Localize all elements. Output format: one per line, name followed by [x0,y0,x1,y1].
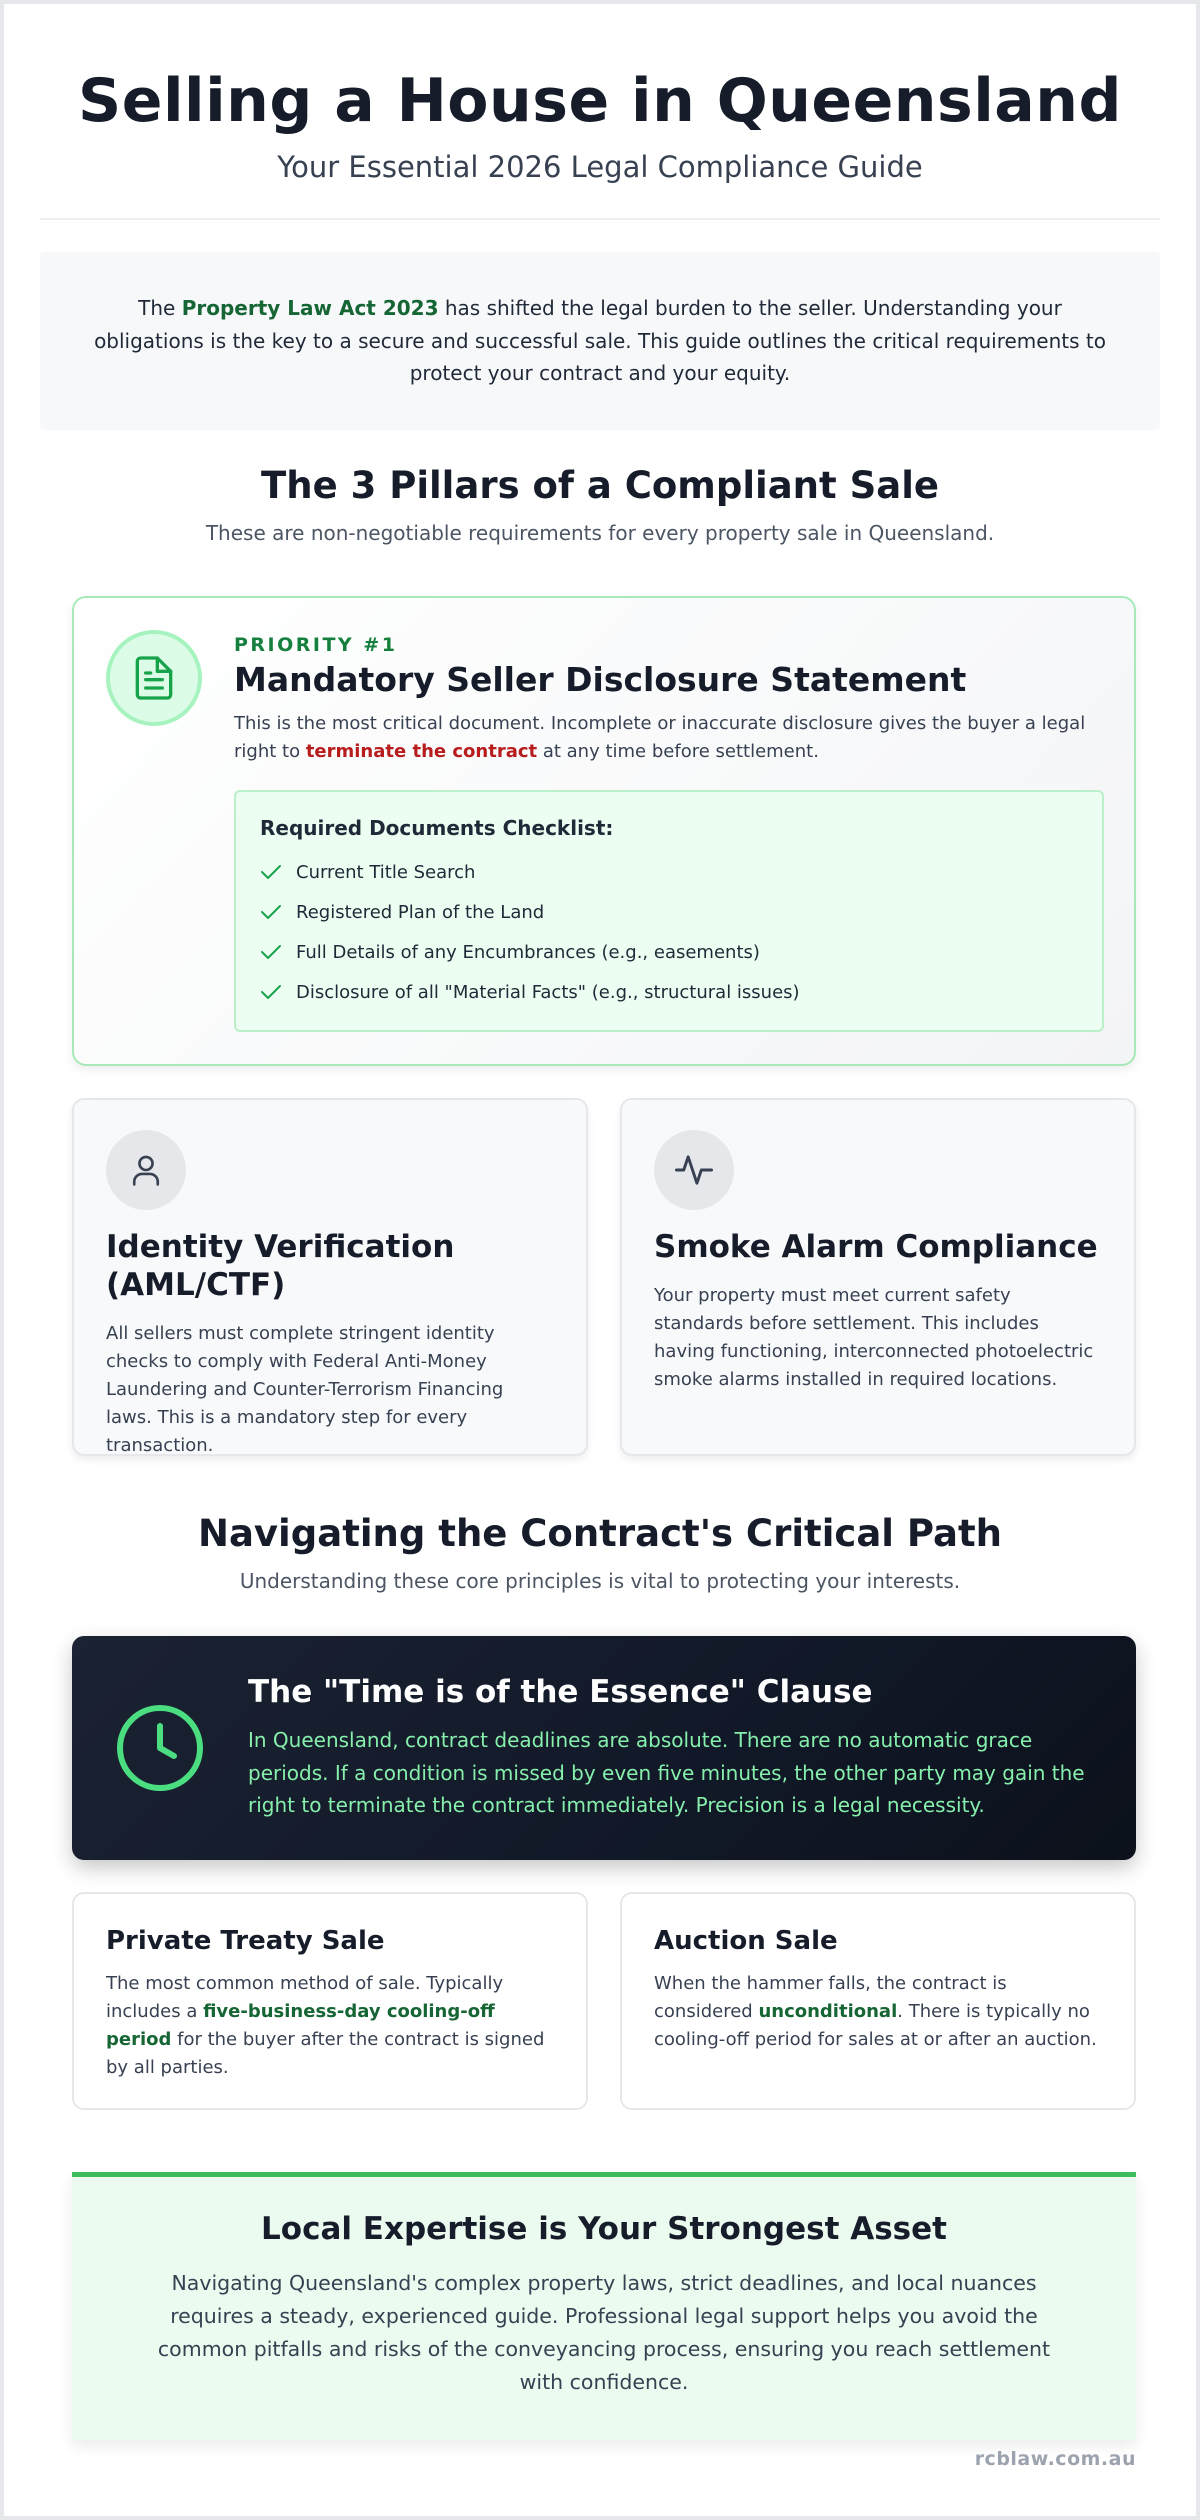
auction-card [620,1892,1136,2110]
identity-description: All sellers must complete stringent identity checks to comply with Federal Anti-Money Laundering and Counter-Terrorism Financing laws. This is a mandatory step for every transaction. [106,1323,504,1456]
check-icon [260,903,282,921]
checklist-item-label: Registered Plan of the Land [296,901,545,923]
priority-desc-highlight: terminate the contract [305,741,538,762]
smoke-description: Your property must meet current safety standards before settlement. This includes having functioning, interconnected photoelectric smoke alarms installed in required locations. [654,1285,1094,1390]
auction-desc-post: . There is typically no cooling-off period for sales at or after an auction. [654,2001,1097,2050]
contract-subtitle: Understanding these core principles is vital to protecting your interests. [239,1569,961,1593]
page-subtitle: Your Essential 2026 Legal Compliance Guide [277,150,923,184]
footer-site-link[interactable]: rcblaw.com.au [974,2448,1136,2470]
contract-title: Navigating the Contract's Critical Path [198,1512,1002,1555]
priority-desc-post: at any time before settlement. [537,741,819,762]
checklist-item [260,892,1078,932]
priority-description [234,710,1104,766]
document-icon [106,630,202,726]
private-desc-highlight: five-business-day cooling-off period [106,2001,495,2050]
smoke-title: Smoke Alarm Compliance [654,1229,1098,1265]
essence-title: The "Time is of the Essence" Clause [248,1674,873,1710]
activity-icon [654,1130,734,1210]
checklist-item [260,852,1078,892]
private-treaty-card [72,1892,588,2110]
checklist-item-label: Current Title Search [296,861,476,883]
identity-card [72,1098,588,1456]
check-icon [260,863,282,881]
pillars-title: The 3 Pillars of a Compliant Sale [261,464,939,507]
expertise-description: Navigating Queensland's complex property laws, strict deadlines, and local nuances requires a steady, experienced guide. Professional legal support helps you avoid the common pitfalls and risks of the conveyancing process, ensuring you reach settlement with confidence. [157,2271,1051,2394]
user-icon [106,1130,186,1210]
expertise-panel [72,2172,1136,2440]
pillars-heading [4,464,1196,545]
smoke-alarm-card [620,1098,1136,1456]
checklist-item [260,932,1078,972]
priority-desc-pre: This is the most critical document. Incomplete or inaccurate disclosure gives the buyer a legal right to [234,713,1086,762]
checklist-title: Required Documents Checklist: [260,816,614,840]
intro-text-pre: The [138,296,182,320]
essence-clause-card [72,1636,1136,1860]
page-title: Selling a House in Queensland [78,66,1122,136]
priority-card [72,596,1136,1066]
check-icon [260,943,282,961]
check-icon [260,983,282,1001]
identity-title: Identity Verification (AML/CTF) [106,1229,455,1303]
priority-tag: PRIORITY #1 [234,634,398,656]
page-header [4,4,1196,184]
auction-title: Auction Sale [654,1926,838,1956]
essence-description: In Queensland, contract deadlines are absolute. There are no automatic grace periods. If a condition is missed by even five minutes, the other party may gain the right to terminate the contract immediately. Precision is a legal necessity. [248,1728,1085,1817]
private-desc-pre: The most common method of sale. Typically includes a [106,1973,504,2022]
pillars-subtitle: These are non-negotiable requirements for every property sale in Queensland. [205,521,995,545]
intro-panel [40,252,1160,430]
intro-highlight: Property Law Act 2023 [181,296,439,320]
checklist-item-label: Full Details of any Encumbrances (e.g., easements) [296,941,760,963]
contract-heading [4,1512,1196,1593]
header-divider [40,218,1160,220]
checklist-item [260,972,1078,1012]
expertise-title: Local Expertise is Your Strongest Asset [261,2211,947,2247]
private-desc-post: for the buyer after the contract is signed by all parties. [106,2029,545,2078]
auction-desc-pre: When the hammer falls, the contract is considered [654,1973,1007,2022]
private-treaty-title: Private Treaty Sale [106,1926,385,1956]
auction-desc-highlight: unconditional [758,2001,898,2022]
checklist-item-label: Disclosure of all "Material Facts" (e.g., structural issues) [296,981,800,1003]
auction-description [654,1970,1102,2054]
private-treaty-description [106,1970,554,2082]
intro-text-post: has shifted the legal burden to the seller. Understanding your obligations is the key to a secure and successful sale. This guide outlines the critical requirements to protect your contract and your equity. [94,296,1106,385]
clock-icon [114,1702,206,1798]
documents-checklist [234,790,1104,1032]
priority-title: Mandatory Seller Disclosure Statement [234,660,967,699]
